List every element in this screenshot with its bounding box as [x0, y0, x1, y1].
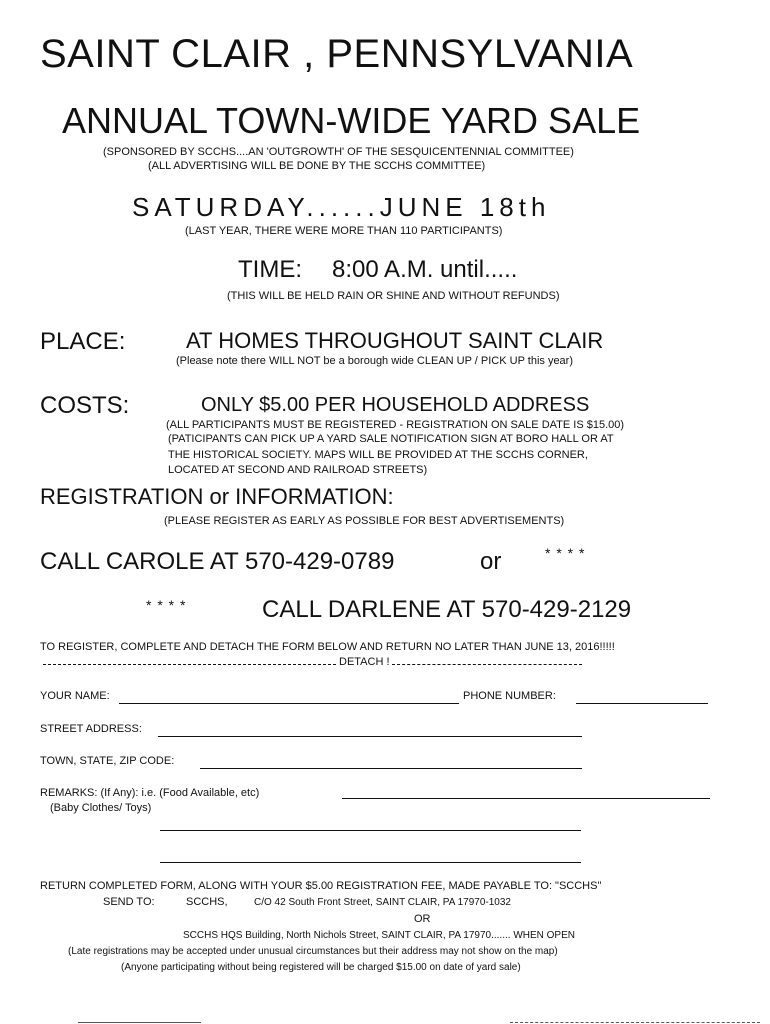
detach-line-left: [43, 664, 336, 665]
remarks-field-2[interactable]: [160, 830, 581, 831]
darlene-contact: CALL DARLENE AT 570-429-2129: [262, 596, 632, 623]
costs-note-3: THE HISTORICAL SOCIETY. MAPS WILL BE PROVIDED AT THE SCCHS CORNER,: [168, 449, 588, 461]
remarks-example: (Baby Clothes/ Toys): [50, 802, 152, 814]
late-registration-note: (Late registrations may be accepted under unusual circumstances but their address may not show on the map): [68, 946, 558, 957]
remarks-field-3[interactable]: [160, 862, 581, 863]
time-row: [238, 256, 517, 284]
send-address: C/O 42 South Front Street, SAINT CLAIR, PA 17970-1032: [254, 897, 511, 908]
registration-note: (PLEASE REGISTER AS EARLY AS POSSIBLE FOR BEST ADVERTISEMENTS): [164, 515, 565, 527]
send-org: SCCHS,: [186, 896, 228, 908]
remarks-field-1[interactable]: [342, 798, 710, 799]
rain-note: (THIS WILL BE HELD RAIN OR SHINE AND WITHOUT REFUNDS): [227, 290, 560, 302]
town-label: TOWN, STATE, ZIP CODE:: [40, 755, 175, 767]
street-label: STREET ADDRESS:: [40, 723, 142, 735]
costs-label: COSTS:: [40, 392, 130, 419]
name-label: YOUR NAME:: [40, 690, 110, 702]
time-value: 8:00 A.M. until.....: [332, 256, 518, 283]
participants-note: (LAST YEAR, THERE WERE MORE THAN 110 PARTICIPANTS): [185, 225, 503, 237]
or-text: or: [480, 548, 502, 575]
phone-field[interactable]: [576, 703, 708, 704]
remarks-label: REMARKS: (If Any): i.e. (Food Available, etc): [40, 787, 260, 799]
costs-note-2: (PATICIPANTS CAN PICK UP A YARD SALE NOTIFICATION SIGN AT BORO HALL OR AT: [168, 433, 614, 445]
sponsor-line: (SPONSORED BY SCCHS....AN 'OUTGROWTH' OF THE SESQUICENTENNIAL COMMITTEE): [103, 146, 574, 158]
place-value: AT HOMES THROUGHOUT SAINT CLAIR: [186, 328, 604, 353]
return-instructions: RETURN COMPLETED FORM, ALONG WITH YOUR $5.00 REGISTRATION FEE, MADE PAYABLE TO: "SCCHS": [40, 880, 602, 892]
detach-line-right: [392, 664, 582, 665]
registration-heading: REGISTRATION or INFORMATION:: [40, 484, 394, 509]
event-date: SATURDAY......JUNE 18th: [132, 192, 551, 222]
carole-contact: CALL CAROLE AT 570-429-0789: [40, 548, 395, 575]
costs-note-4: LOCATED AT SECOND AND RAILROAD STREETS): [168, 464, 428, 476]
time-label: TIME:: [238, 256, 302, 283]
form-instructions: TO REGISTER, COMPLETE AND DETACH THE FORM BELOW AND RETURN NO LATER THAN JUNE 13, 2016!!!!!: [40, 641, 615, 653]
advertising-line: (ALL ADVERTISING WILL BE DONE BY THE SCCHS COMMITTEE): [148, 160, 486, 172]
stars-right: * * * *: [545, 545, 586, 561]
scan-mark-left: [78, 1022, 201, 1023]
costs-note-1: (ALL PARTICIPANTS MUST BE REGISTERED - REGISTRATION ON SALE DATE IS $15.00): [166, 419, 625, 431]
send-to-label: SEND TO:: [103, 896, 155, 908]
detach-label: DETACH !: [339, 656, 390, 668]
costs-value: ONLY $5.00 PER HOUSEHOLD ADDRESS: [201, 394, 590, 416]
street-field[interactable]: [158, 736, 582, 737]
place-label: PLACE:: [40, 328, 126, 355]
stars-left: * * * *: [146, 597, 187, 613]
address-or: OR: [414, 913, 431, 925]
event-title: ANNUAL TOWN-WIDE YARD SALE: [62, 100, 641, 141]
unregistered-note: (Anyone participating without being registered will be charged $15.00 on date of yard sale): [121, 962, 521, 973]
page-title: SAINT CLAIR , PENNSYLVANIA: [40, 32, 634, 76]
scan-mark-right: [510, 1022, 760, 1023]
name-field[interactable]: [119, 703, 459, 704]
phone-label: PHONE NUMBER:: [463, 690, 556, 702]
place-note: (Please note there WILL NOT be a borough wide CLEAN UP / PICK UP this year): [176, 355, 574, 367]
town-field[interactable]: [200, 768, 582, 769]
hqs-address: SCCHS HQS Building, North Nichols Street, SAINT CLAIR, PA 17970....... WHEN OPEN: [183, 930, 575, 941]
